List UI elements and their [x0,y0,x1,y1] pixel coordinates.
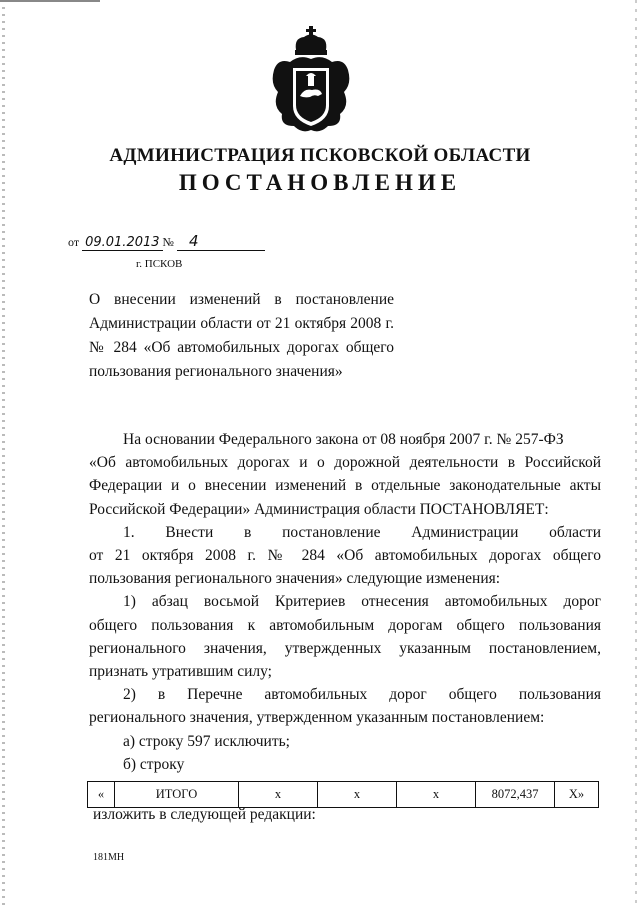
item1-line: пользования регионального значения» следующие изменения: [89,570,501,588]
document-type: ПОСТАНОВЛЕНИЕ [178,170,462,195]
subject-line: Администрации области от 21 октября 2008 г. [89,315,394,332]
subject-line: О внесении изменений в постановление [89,291,394,308]
number-prefix: № [162,235,174,249]
pskov-coat-of-arms-icon [270,26,352,138]
preamble-line: Российской Федерации» Администрация области ПОСТАНОВЛЯЕТ: [89,500,549,518]
subitem1-line: общего пользования к автомобильным дорогам общего пользования [89,616,601,634]
table-cell: х [397,782,476,808]
subject-line: № 284 «Об автомобильных дорогах общего [89,339,394,356]
handwritten-number: 4 [177,232,265,251]
subitem2-line: регионального значения, утвержденном указанным постановлением: [89,709,545,727]
table-row [88,782,599,808]
preamble-line: На основании Федерального закона от 08 ноября 2007 г. № 257-ФЗ [123,431,564,448]
issuing-authority: АДМИНИСТРАЦИЯ ПСКОВСКОЙ ОБЛАСТИ [109,145,531,166]
table-cell: 8072,437 [476,782,555,808]
preamble-line: «Об автомобильных дорогах и о дорожной деятельности в Российской [89,454,601,472]
subitem-b: б) строку [123,755,185,773]
scan-edge-left [2,0,5,905]
date-prefix: от [68,235,80,249]
itogo-row-table [87,781,599,808]
footer-code: 181МН [93,852,125,863]
scan-edge-right [635,0,637,905]
subitem1-line: признать утратившим силу; [89,663,272,681]
table-cell: х [318,782,397,808]
handwritten-date: 09.01.2013 [82,235,162,251]
scan-edge-top [0,0,100,2]
subitem-a: а) строку 597 исключить; [123,732,290,750]
subject-block [89,288,394,384]
item1-line: от 21 октября 2008 г. № 284 «Об автомобильных дорогах общего [89,547,601,565]
subject-line: пользования регионального значения» [89,363,343,380]
after-table-text: изложить в следующей редакции: [93,806,316,823]
table-cell: х [239,782,318,808]
subitem1-line: 1) абзац восьмой Критериев отнесения автомобильных дорог [123,593,601,611]
subitem2-line: 2) в Перечне автомобильных дорог общего пользования [123,686,601,704]
table-cell: « [88,782,115,808]
document-body [89,428,601,776]
preamble-line: Федерации и о внесении изменений в отдельные законодательные акты [89,477,601,495]
subitem1-line: регионального значения, утвержденных указанным постановлением, [89,639,601,657]
date-number-line [68,232,265,251]
city-label: г. ПСКОВ [136,258,183,270]
table-cell: Х» [555,782,599,808]
item1-line: 1. Внести в постановление Администрации области [123,523,601,541]
table-cell: ИТОГО [115,782,239,808]
